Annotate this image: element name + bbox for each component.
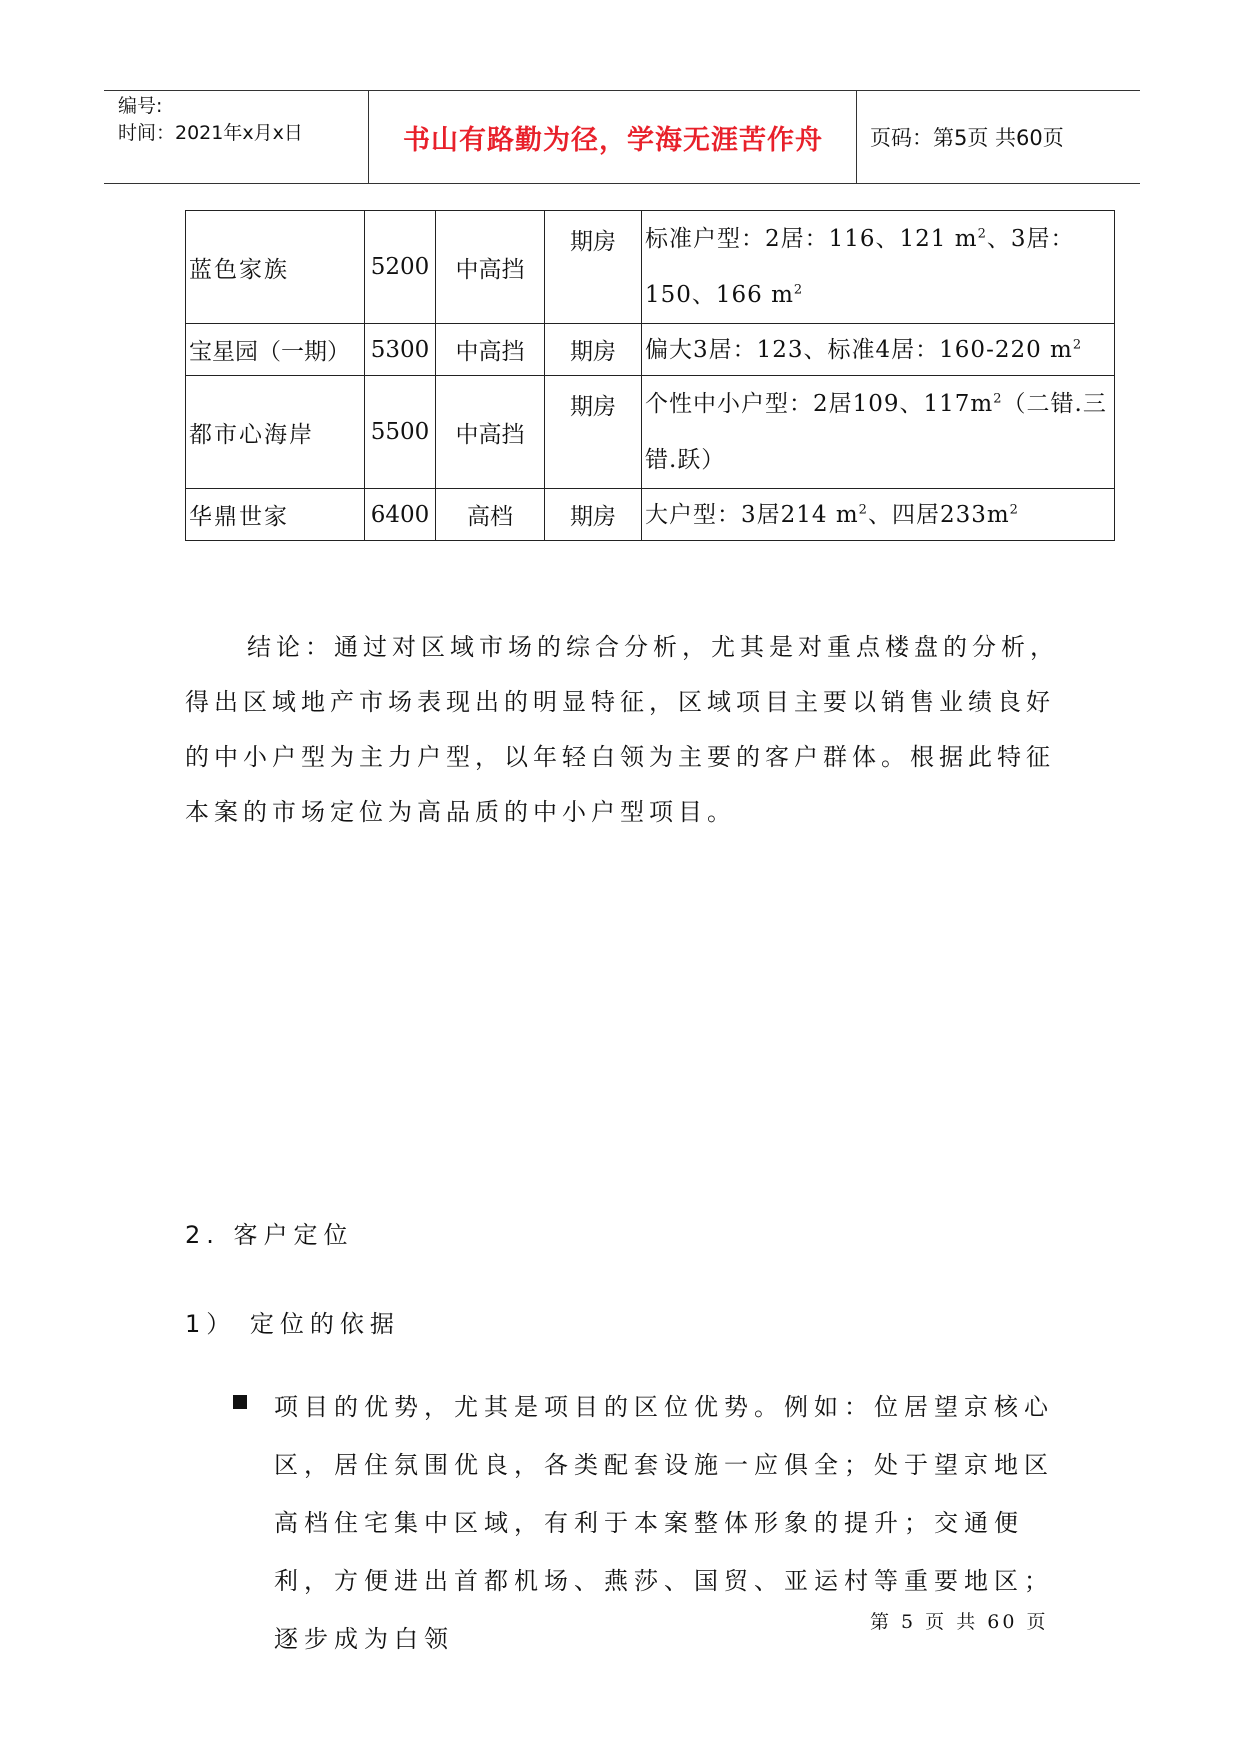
bullet-text: 项目的优势，尤其是项目的区位优势。例如：位居望京核心区，居住氛围优良，各类配套设施一应俱全；处于望京地区高档住宅集中区域，有利于本案整体形象的提升；交通便利，方便进出首都机场、燕莎、国贸、亚运村等重要地区；逐步成为白领 [274,1393,1054,1653]
table-row [186,489,1115,541]
table-row [186,211,1115,324]
header-divider [856,91,857,183]
unit-description-cell: 个性中小户型：2居109、$117m^2$（二错.三错.跃） [642,376,1115,489]
document-number-label: 编号: [118,95,163,117]
unit-description-cell: 偏大3居：123、标准4居：160-220 $m^2$ [642,324,1115,376]
subsection-heading: 1） 定位的依据 [185,1310,400,1338]
grade-cell: 中高挡 [436,324,545,376]
header-motto: 书山有路勤为径，学海无涯苦作舟 [403,124,823,156]
status-cell: 期房 [545,324,642,376]
project-name-cell: 宝星园（一期） [186,324,365,376]
grade-cell: 中高挡 [436,211,545,324]
grade-cell: 高档 [436,489,545,541]
status-cell: 期房 [545,489,642,541]
table-row [186,376,1115,489]
document-time-label: 时间：2021年x月x日 [118,122,303,144]
project-name-cell: 都市心海岸 [186,376,365,489]
market-comparison-table [185,210,1115,541]
status-cell: 期房 [545,376,642,489]
price-cell: 5300 [365,324,436,376]
status-cell: 期房 [545,211,642,324]
project-name-cell: 华鼎世家 [186,489,365,541]
conclusion-paragraph: 结论：通过对区域市场的综合分析，尤其是对重点楼盘的分析，得出区域地产市场表现出的明显特征，区域项目主要以销售业绩良好的中小户型为主力户型，以年轻白领为主要的客户群体。根据此特征本案的市场定位为高品质的中小户型项目。 [185,633,1059,826]
grade-cell: 中高挡 [436,376,545,489]
section-heading: 2. 客户定位 [185,1221,354,1249]
price-cell: 5200 [365,211,436,324]
price-cell: 6400 [365,489,436,541]
page-header [104,90,1140,184]
table-row [186,324,1115,376]
page-footer: 第 5 页 共 60 页 [870,1611,1049,1633]
header-page-number: 页码：第5页 共60页 [870,126,1064,150]
project-name-cell: 蓝色家族 [186,211,365,324]
header-divider [368,91,369,183]
square-bullet-icon [233,1395,247,1409]
price-cell: 5500 [365,376,436,489]
unit-description-cell: 大户型：3居214 $m^2$、四居$233m^2$ [642,489,1115,541]
unit-description-cell: 标准户型：2居：116、121 $m^2$、3居：150、166 $m^2$ [642,211,1115,324]
